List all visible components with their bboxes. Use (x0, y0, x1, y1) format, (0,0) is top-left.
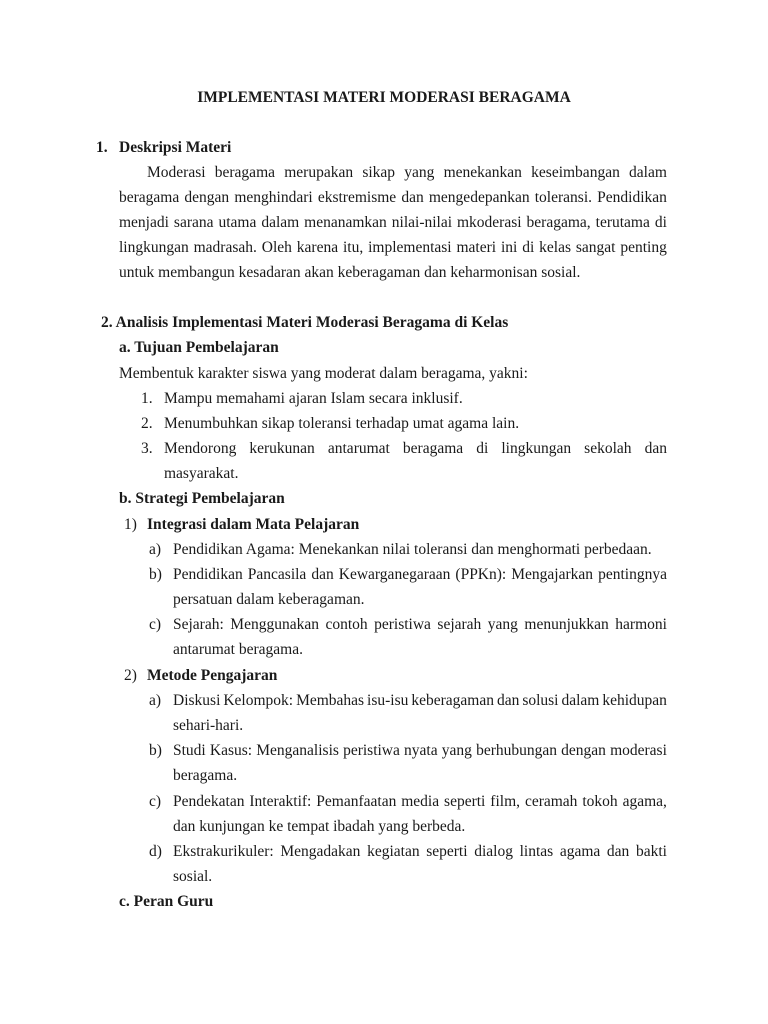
word: beragama (402, 440, 464, 457)
goal-item-2-number: 2. (141, 415, 153, 432)
word: agama (559, 843, 601, 860)
word: isu-isu (367, 692, 409, 709)
word: Menggunakan (230, 616, 319, 633)
word: sangat (575, 239, 616, 256)
word: peristiwa (343, 742, 400, 759)
subsection-b-heading: b. Strategi Pembelajaran (119, 490, 285, 507)
word: agama, (622, 793, 667, 810)
word: sejarah (437, 616, 482, 633)
section1-paragraph-line-2 (119, 188, 667, 208)
word: antarumat (327, 440, 390, 457)
word: Pemanfaatan (316, 793, 397, 810)
strategy-2-item-d-text (173, 842, 667, 862)
strategy-1-item-b-continuation: persatuan dalam keberagaman. (173, 591, 365, 608)
strategy-1-number: 1) (124, 516, 137, 533)
word: Moderasi (147, 164, 206, 181)
word: dan (311, 566, 334, 583)
word: keseimbangan (531, 164, 620, 181)
strategy-2-number: 2) (124, 667, 137, 684)
section2-heading: 2. Analisis Implementasi Materi Moderasi Beragama di Kelas (101, 314, 509, 331)
word: (PPKn): (455, 566, 507, 583)
word: madrasah. (193, 239, 257, 256)
word: Pendidikan (173, 566, 243, 583)
word: menekankan (443, 164, 522, 181)
word: Pancasila (247, 566, 307, 583)
word: Pendekatan (173, 793, 245, 810)
strategy-2-item-a-continuation: sehari-hari. (173, 717, 244, 734)
word: Kewarganegaraan (338, 566, 451, 583)
strategy-2-item-a-text (173, 691, 667, 711)
word: sarana (173, 214, 214, 231)
word: di (522, 239, 535, 256)
word: sikap (362, 164, 396, 181)
word: berhubungan (476, 742, 557, 759)
goal-item-2-text: Menumbuhkan sikap toleransi terhadap umat agama lain. (164, 415, 520, 432)
word: harmoni (615, 616, 667, 633)
word: Kasus: (209, 742, 253, 759)
subsection-c-heading: c. Peran Guru (119, 893, 214, 910)
section1-paragraph-line-5: untuk membangun kesadaran akan keberagaman dan keharmonisan sosial. (119, 264, 581, 281)
word: Oleh (261, 239, 292, 256)
word: beragama (214, 164, 276, 181)
word: tokoh (582, 793, 618, 810)
word: penting (620, 239, 667, 256)
word: yang (441, 742, 472, 759)
word: ekstremisme (317, 189, 397, 206)
word: pentingnya (598, 566, 667, 583)
word: Membahas (296, 692, 365, 709)
word: Studi (173, 742, 206, 759)
word: dengan (184, 189, 230, 206)
word: menghindari (234, 189, 313, 206)
strategy-1-title: Integrasi dalam Mata Pelajaran (147, 516, 360, 533)
word: Interaktif: (249, 793, 312, 810)
word: film, (490, 793, 521, 810)
word: seperti (444, 793, 486, 810)
strategy-2-item-d-label: d) (149, 843, 162, 860)
word: di (476, 440, 489, 457)
word: menunjukkan (524, 616, 609, 633)
word: mengedepankan (428, 189, 530, 206)
word: ceramah (524, 793, 578, 810)
strategy-1-item-b-text (173, 565, 667, 585)
word: peristiwa (374, 616, 431, 633)
strategy-2-item-a-label: a) (149, 692, 162, 709)
word: keberagaman (411, 692, 494, 709)
strategy-2-item-c-label: c) (149, 793, 162, 810)
section1-paragraph-line-1 (147, 163, 667, 183)
goal-item-1-text: Mampu memahami ajaran Islam secara inklusif. (164, 390, 463, 407)
word: nilai-nilai (391, 214, 453, 231)
section1-number: 1. (96, 139, 108, 156)
word: Mengadakan (280, 843, 361, 860)
word: Pendidikan (597, 189, 667, 206)
word: moderasi (610, 742, 667, 759)
strategy-2-item-c-text (173, 792, 667, 812)
word: menjadi (119, 214, 169, 231)
word: bakti (635, 843, 667, 860)
word: dengan (561, 742, 606, 759)
word: Kelompok: (223, 692, 294, 709)
word: mkoderasi (457, 214, 522, 231)
word: kelas (539, 239, 571, 256)
word: nyata (404, 742, 438, 759)
strategy-1-item-a-text: Pendidikan Agama: Menekankan nilai toleransi dan menghormati perbedaan. (173, 541, 652, 558)
word: materi (456, 239, 497, 256)
strategy-2-item-b-text (173, 741, 667, 761)
word: dalam (629, 164, 667, 181)
word: dan (644, 440, 667, 457)
word: Mengajarkan (511, 566, 594, 583)
word: sekolah (584, 440, 632, 457)
strategy-2-item-b-continuation: beragama. (173, 767, 238, 784)
word: seperti (426, 843, 468, 860)
section1-paragraph-line-3 (119, 213, 667, 233)
strategy-1-item-b-label: b) (149, 566, 162, 583)
strategy-2-title: Metode Pengajaran (147, 667, 278, 684)
section1-paragraph-line-4 (119, 238, 667, 258)
word: Menganalisis (256, 742, 339, 759)
word: yang (487, 616, 518, 633)
word: menanamkan (304, 214, 387, 231)
word: dalam (261, 214, 300, 231)
strategy-1-item-c-text (173, 615, 667, 635)
word: dalam (561, 692, 600, 709)
word: lintas (519, 843, 554, 860)
word: kehidupan (602, 692, 667, 709)
word: dan (401, 189, 424, 206)
document-title: IMPLEMENTASI MATERI MODERASI BERAGAMA (197, 89, 571, 106)
word: dialog (474, 843, 513, 860)
goal-item-3-text (164, 439, 667, 459)
word: lingkungan (501, 440, 572, 457)
strategy-2-item-b-label: b) (149, 742, 162, 759)
word: beragama, (526, 214, 591, 231)
word: terutama (595, 214, 650, 231)
word: di (654, 214, 667, 231)
strategy-2-item-d-continuation: sosial. (173, 868, 213, 885)
word: dan (496, 692, 520, 709)
strategy-1-item-a-label: a) (149, 541, 162, 558)
word: Diskusi (173, 692, 221, 709)
word: yang (404, 164, 435, 181)
word: Sejarah: (173, 616, 224, 633)
word: toleransi. (534, 189, 592, 206)
word: karena (296, 239, 339, 256)
word: solusi (522, 692, 559, 709)
goal-item-1-number: 1. (141, 390, 153, 407)
section1-heading: Deskripsi Materi (119, 139, 232, 156)
word: utama (218, 214, 257, 231)
subsection-a-intro: Membentuk karakter siswa yang moderat dalam beragama, yakni: (119, 365, 528, 382)
word: Ekstrakurikuler: (173, 843, 274, 860)
word: merupakan (284, 164, 354, 181)
strategy-1-item-c-continuation: antarumat beragama. (173, 641, 303, 658)
word: implementasi (368, 239, 452, 256)
word: kerukunan (249, 440, 315, 457)
word: itu, (342, 239, 364, 256)
word: media (401, 793, 440, 810)
word: kegiatan (367, 843, 420, 860)
word: contoh (325, 616, 368, 633)
word: Mendorong (164, 440, 237, 457)
strategy-2-item-c-continuation: dan kunjungan ke tempat ibadah yang berbeda. (173, 818, 466, 835)
strategy-1-item-c-label: c) (149, 616, 162, 633)
word: ini (500, 239, 518, 256)
goal-item-3-number: 3. (141, 440, 153, 457)
subsection-a-heading: a. Tujuan Pembelajaran (119, 339, 279, 356)
goal-item-3-continuation: masyarakat. (164, 465, 239, 482)
word: dan (606, 843, 630, 860)
word: lingkungan (119, 239, 189, 256)
word: beragama (119, 189, 180, 206)
